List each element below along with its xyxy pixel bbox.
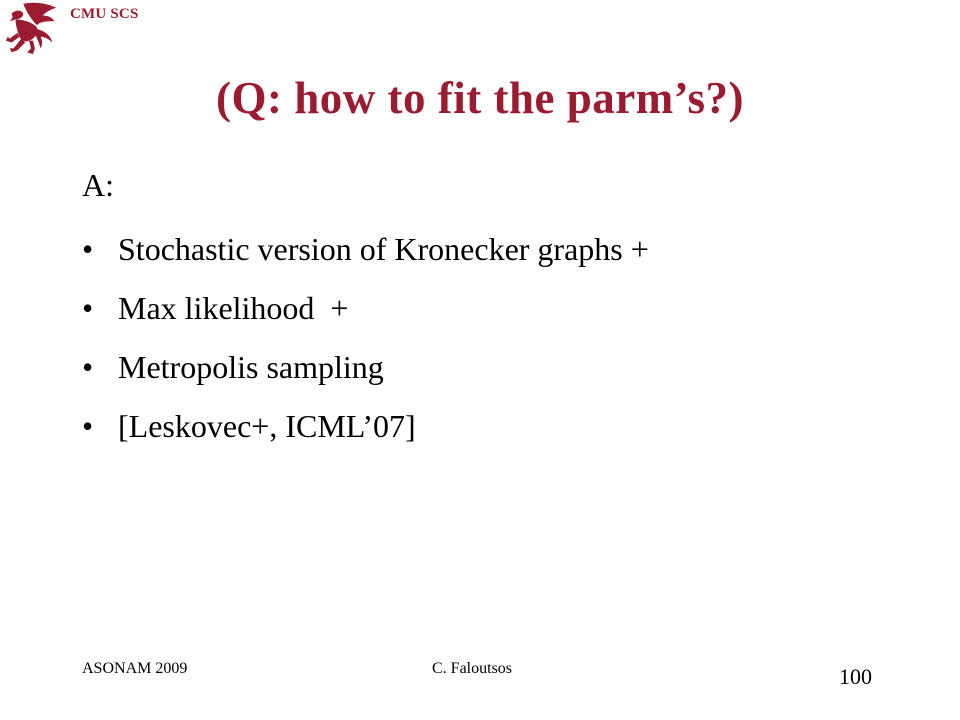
bullet-item-kronecker: [82, 222, 882, 281]
bullet-glyph: •: [82, 408, 94, 444]
griffin-logo-icon: [2, 0, 60, 58]
bullet-text: Metropolis sampling: [118, 349, 384, 385]
page-number: 100: [839, 664, 872, 689]
bullet-item-metropolis: [82, 340, 882, 399]
bullet-glyph: •: [82, 231, 94, 267]
footer-venue: ASONAM 2009: [82, 660, 188, 677]
org-label: CMU SCS: [70, 6, 139, 22]
footer-author: C. Faloutsos: [432, 660, 513, 677]
bullet-glyph: •: [82, 290, 94, 326]
answer-lead: A:: [82, 167, 114, 203]
slide-title: (Q: how to fit the parm’s?): [216, 73, 744, 123]
bullet-text: [Leskovec+, ICML’07]: [118, 408, 416, 444]
bullet-item-max-likelihood: [82, 281, 882, 340]
bullet-text: Stochastic version of Kronecker graphs +: [118, 231, 649, 267]
bullet-glyph: •: [82, 349, 94, 385]
bullet-text: Max likelihood +: [118, 290, 349, 326]
bullet-list: [82, 222, 882, 458]
bullet-item-citation: [82, 399, 882, 458]
